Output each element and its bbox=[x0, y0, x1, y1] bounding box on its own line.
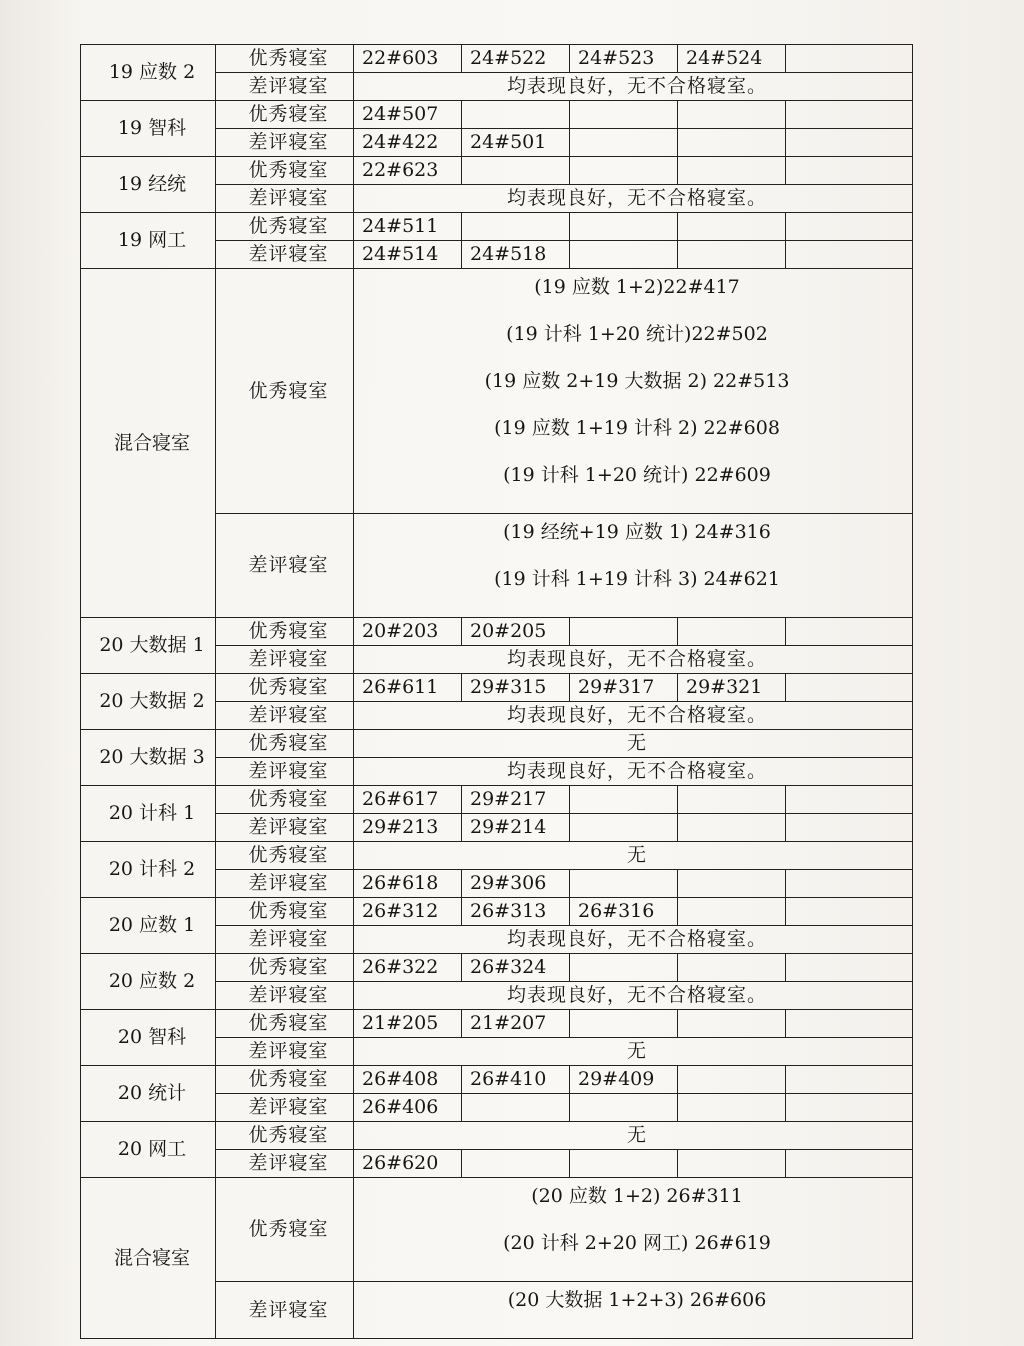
excellent-dorm-label: 优秀寝室 bbox=[216, 45, 354, 73]
room-number-cell: 26#406 bbox=[354, 1094, 462, 1122]
room-number-cell bbox=[570, 101, 678, 129]
mixed-dorm-list-cell bbox=[354, 514, 913, 618]
excellent-dorm-label: 优秀寝室 bbox=[216, 1066, 354, 1094]
room-number-cell bbox=[462, 1150, 570, 1178]
table-row bbox=[81, 1178, 913, 1282]
poor-dorm-label: 差评寝室 bbox=[216, 926, 354, 954]
table-row bbox=[81, 157, 913, 185]
class-name-cell: 混合寝室 bbox=[81, 1178, 216, 1339]
status-note-cell: 无 bbox=[354, 1122, 913, 1150]
excellent-dorm-label: 优秀寝室 bbox=[216, 786, 354, 814]
excellent-dorm-label: 优秀寝室 bbox=[216, 842, 354, 870]
room-number-cell: 22#603 bbox=[354, 45, 462, 73]
status-note-cell: 均表现良好，无不合格寝室。 bbox=[354, 73, 913, 101]
room-number-cell bbox=[786, 45, 913, 73]
table-row bbox=[81, 213, 913, 241]
class-name-cell: 20 大数据 2 bbox=[81, 674, 216, 730]
mixed-dorm-entry: (19 计科 1+19 计科 3) 24#621 bbox=[494, 567, 780, 590]
room-number-cell bbox=[570, 786, 678, 814]
room-number-cell: 29#317 bbox=[570, 674, 678, 702]
class-name-cell: 20 应数 2 bbox=[81, 954, 216, 1010]
excellent-dorm-label: 优秀寝室 bbox=[216, 1122, 354, 1150]
poor-dorm-label: 差评寝室 bbox=[216, 1038, 354, 1066]
class-name-cell: 20 网工 bbox=[81, 1122, 216, 1178]
room-number-cell bbox=[786, 814, 913, 842]
room-number-cell bbox=[678, 898, 786, 926]
room-number-cell bbox=[678, 1010, 786, 1038]
class-name-cell: 混合寝室 bbox=[81, 269, 216, 618]
room-number-cell bbox=[570, 157, 678, 185]
room-number-cell bbox=[678, 814, 786, 842]
poor-dorm-label: 差评寝室 bbox=[216, 1282, 354, 1339]
table-row bbox=[81, 269, 913, 514]
status-note-cell: 均表现良好，无不合格寝室。 bbox=[354, 982, 913, 1010]
mixed-dorm-entry: (20 大数据 1+2+3) 26#606 bbox=[507, 1288, 767, 1311]
mixed-dorm-entry: (19 应数 1+2)22#417 bbox=[534, 275, 740, 298]
room-number-cell: 26#617 bbox=[354, 786, 462, 814]
class-name-cell: 19 应数 2 bbox=[81, 45, 216, 101]
room-number-cell: 29#321 bbox=[678, 674, 786, 702]
status-note-cell: 均表现良好，无不合格寝室。 bbox=[354, 185, 913, 213]
room-number-cell: 29#214 bbox=[462, 814, 570, 842]
room-number-cell: 26#313 bbox=[462, 898, 570, 926]
poor-dorm-label: 差评寝室 bbox=[216, 982, 354, 1010]
status-note-cell: 无 bbox=[354, 1038, 913, 1066]
room-number-cell: 26#611 bbox=[354, 674, 462, 702]
poor-dorm-label: 差评寝室 bbox=[216, 758, 354, 786]
class-name-cell: 20 智科 bbox=[81, 1010, 216, 1066]
room-number-cell bbox=[570, 129, 678, 157]
room-number-cell: 21#207 bbox=[462, 1010, 570, 1038]
excellent-dorm-label: 优秀寝室 bbox=[216, 269, 354, 514]
mixed-dorm-entry: (19 计科 1+20 统计) 22#609 bbox=[503, 463, 771, 486]
status-note-cell: 无 bbox=[354, 730, 913, 758]
room-number-cell: 26#408 bbox=[354, 1066, 462, 1094]
mixed-dorm-entry: (20 计科 2+20 网工) 26#619 bbox=[503, 1231, 771, 1254]
room-number-cell bbox=[678, 213, 786, 241]
excellent-dorm-label: 优秀寝室 bbox=[216, 618, 354, 646]
table-body bbox=[81, 45, 913, 1339]
mixed-dorm-list-cell bbox=[354, 269, 913, 514]
room-number-cell: 24#524 bbox=[678, 45, 786, 73]
room-number-cell: 24#522 bbox=[462, 45, 570, 73]
excellent-dorm-label: 优秀寝室 bbox=[216, 954, 354, 982]
room-number-cell: 29#409 bbox=[570, 1066, 678, 1094]
table-row bbox=[81, 1122, 913, 1150]
room-number-cell bbox=[786, 1150, 913, 1178]
table-row bbox=[81, 1066, 913, 1094]
excellent-dorm-label: 优秀寝室 bbox=[216, 674, 354, 702]
status-note-cell: 均表现良好，无不合格寝室。 bbox=[354, 646, 913, 674]
excellent-dorm-label: 优秀寝室 bbox=[216, 730, 354, 758]
room-number-cell bbox=[570, 618, 678, 646]
room-number-cell bbox=[678, 1094, 786, 1122]
table-row bbox=[81, 1010, 913, 1038]
poor-dorm-label: 差评寝室 bbox=[216, 129, 354, 157]
dormitory-evaluation-table bbox=[80, 44, 913, 1339]
poor-dorm-label: 差评寝室 bbox=[216, 241, 354, 269]
room-number-cell bbox=[570, 1094, 678, 1122]
room-number-cell bbox=[786, 674, 913, 702]
room-number-cell: 24#523 bbox=[570, 45, 678, 73]
class-name-cell: 20 大数据 1 bbox=[81, 618, 216, 674]
room-number-cell: 24#514 bbox=[354, 241, 462, 269]
room-number-cell bbox=[570, 1010, 678, 1038]
class-name-cell: 20 应数 1 bbox=[81, 898, 216, 954]
poor-dorm-label: 差评寝室 bbox=[216, 646, 354, 674]
excellent-dorm-label: 优秀寝室 bbox=[216, 1178, 354, 1282]
room-number-cell: 26#410 bbox=[462, 1066, 570, 1094]
class-name-cell: 19 经统 bbox=[81, 157, 216, 213]
poor-dorm-label: 差评寝室 bbox=[216, 1150, 354, 1178]
room-number-cell bbox=[786, 786, 913, 814]
room-number-cell: 24#507 bbox=[354, 101, 462, 129]
class-name-cell: 19 网工 bbox=[81, 213, 216, 269]
room-number-cell bbox=[570, 870, 678, 898]
poor-dorm-label: 差评寝室 bbox=[216, 814, 354, 842]
room-number-cell bbox=[570, 814, 678, 842]
room-number-cell bbox=[678, 618, 786, 646]
room-number-cell: 29#217 bbox=[462, 786, 570, 814]
room-number-cell bbox=[786, 213, 913, 241]
room-number-cell bbox=[678, 129, 786, 157]
table-row bbox=[81, 618, 913, 646]
room-number-cell bbox=[678, 786, 786, 814]
room-number-cell bbox=[786, 618, 913, 646]
room-number-cell: 26#312 bbox=[354, 898, 462, 926]
room-number-cell bbox=[462, 157, 570, 185]
mixed-dorm-entry: (19 计科 1+20 统计)22#502 bbox=[506, 322, 768, 345]
room-number-cell: 26#324 bbox=[462, 954, 570, 982]
poor-dorm-label: 差评寝室 bbox=[216, 514, 354, 618]
class-name-cell: 20 计科 1 bbox=[81, 786, 216, 842]
room-number-cell: 20#205 bbox=[462, 618, 570, 646]
room-number-cell bbox=[786, 898, 913, 926]
room-number-cell bbox=[786, 101, 913, 129]
room-number-cell bbox=[786, 1066, 913, 1094]
poor-dorm-label: 差评寝室 bbox=[216, 1094, 354, 1122]
table-row bbox=[81, 898, 913, 926]
room-number-cell: 24#511 bbox=[354, 213, 462, 241]
room-number-cell bbox=[786, 1010, 913, 1038]
room-number-cell bbox=[570, 1150, 678, 1178]
table-row bbox=[81, 954, 913, 982]
table-row bbox=[81, 45, 913, 73]
room-number-cell bbox=[786, 241, 913, 269]
excellent-dorm-label: 优秀寝室 bbox=[216, 101, 354, 129]
table-row bbox=[81, 842, 913, 870]
room-number-cell bbox=[570, 954, 678, 982]
room-number-cell: 26#618 bbox=[354, 870, 462, 898]
room-number-cell bbox=[786, 129, 913, 157]
excellent-dorm-label: 优秀寝室 bbox=[216, 157, 354, 185]
room-number-cell bbox=[678, 241, 786, 269]
class-name-cell: 19 智科 bbox=[81, 101, 216, 157]
class-name-cell: 20 大数据 3 bbox=[81, 730, 216, 786]
room-number-cell: 29#306 bbox=[462, 870, 570, 898]
status-note-cell: 均表现良好，无不合格寝室。 bbox=[354, 702, 913, 730]
room-number-cell: 21#205 bbox=[354, 1010, 462, 1038]
room-number-cell bbox=[678, 870, 786, 898]
room-number-cell bbox=[570, 241, 678, 269]
class-name-cell: 20 统计 bbox=[81, 1066, 216, 1122]
mixed-dorm-entry: (19 应数 1+19 计科 2) 22#608 bbox=[494, 416, 780, 439]
room-number-cell bbox=[786, 1094, 913, 1122]
excellent-dorm-label: 优秀寝室 bbox=[216, 213, 354, 241]
poor-dorm-label: 差评寝室 bbox=[216, 185, 354, 213]
mixed-dorm-entry: (19 应数 2+19 大数据 2) 22#513 bbox=[484, 369, 790, 392]
table-row bbox=[81, 730, 913, 758]
room-number-cell: 29#213 bbox=[354, 814, 462, 842]
room-number-cell bbox=[786, 870, 913, 898]
room-number-cell bbox=[678, 157, 786, 185]
poor-dorm-label: 差评寝室 bbox=[216, 73, 354, 101]
room-number-cell: 29#315 bbox=[462, 674, 570, 702]
room-number-cell bbox=[678, 954, 786, 982]
room-number-cell: 26#620 bbox=[354, 1150, 462, 1178]
room-number-cell bbox=[678, 1150, 786, 1178]
room-number-cell bbox=[678, 1066, 786, 1094]
room-number-cell: 20#203 bbox=[354, 618, 462, 646]
mixed-dorm-entry: (19 经统+19 应数 1) 24#316 bbox=[503, 520, 771, 543]
room-number-cell: 22#623 bbox=[354, 157, 462, 185]
table-row bbox=[81, 786, 913, 814]
room-number-cell bbox=[570, 213, 678, 241]
room-number-cell bbox=[786, 954, 913, 982]
table-row bbox=[81, 101, 913, 129]
room-number-cell bbox=[462, 101, 570, 129]
room-number-cell bbox=[462, 1094, 570, 1122]
status-note-cell: 均表现良好，无不合格寝室。 bbox=[354, 758, 913, 786]
table-row bbox=[81, 674, 913, 702]
mixed-dorm-list-cell bbox=[354, 1282, 913, 1339]
excellent-dorm-label: 优秀寝室 bbox=[216, 1010, 354, 1038]
excellent-dorm-label: 优秀寝室 bbox=[216, 898, 354, 926]
room-number-cell bbox=[678, 101, 786, 129]
room-number-cell: 24#422 bbox=[354, 129, 462, 157]
room-number-cell: 26#316 bbox=[570, 898, 678, 926]
class-name-cell: 20 计科 2 bbox=[81, 842, 216, 898]
room-number-cell: 24#501 bbox=[462, 129, 570, 157]
room-number-cell: 26#322 bbox=[354, 954, 462, 982]
status-note-cell: 无 bbox=[354, 842, 913, 870]
poor-dorm-label: 差评寝室 bbox=[216, 870, 354, 898]
status-note-cell: 均表现良好，无不合格寝室。 bbox=[354, 926, 913, 954]
mixed-dorm-entry: (20 应数 1+2) 26#311 bbox=[531, 1184, 743, 1207]
room-number-cell bbox=[786, 157, 913, 185]
room-number-cell: 24#518 bbox=[462, 241, 570, 269]
room-number-cell bbox=[462, 213, 570, 241]
poor-dorm-label: 差评寝室 bbox=[216, 702, 354, 730]
mixed-dorm-list-cell bbox=[354, 1178, 913, 1282]
